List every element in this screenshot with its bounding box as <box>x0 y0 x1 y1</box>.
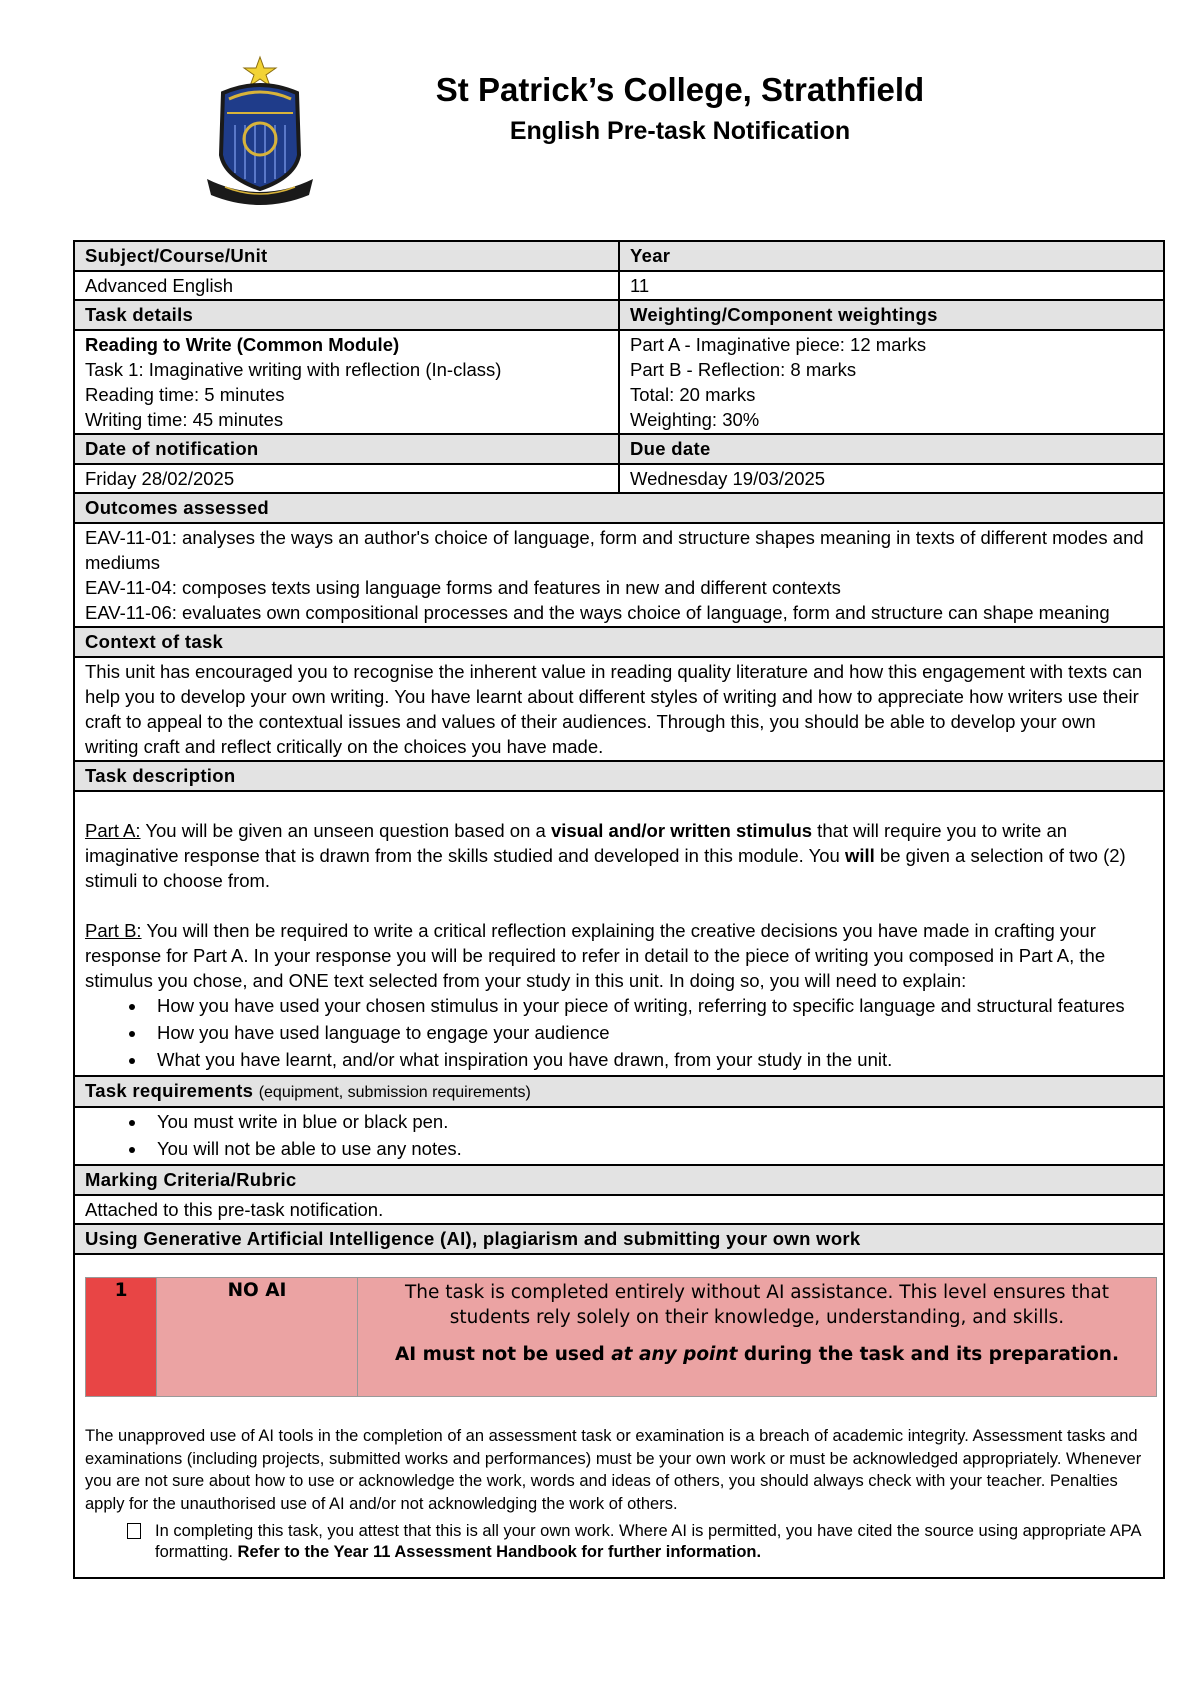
part-b-bullet-list <box>85 993 1153 1072</box>
outcome-item: EAV-11-04: composes texts using language forms and features in new and different contexts <box>85 577 841 598</box>
weighting-line: Part A - Imaginative piece: 12 marks <box>630 334 927 355</box>
part-a-text: that will require you to write an imaginative response that is drawn from the skills studied and developed in this module. You <box>85 820 1068 866</box>
list-item: • You will not be able to use any notes. <box>147 1136 1153 1161</box>
ai-warning-text: AI must not be used <box>394 1344 612 1365</box>
date-notification-header: Date of notification <box>74 434 619 464</box>
year-value: 11 <box>619 271 1164 300</box>
list-item: • You must write in blue or black pen. <box>147 1109 1153 1134</box>
ai-level-number: 1 <box>86 1278 157 1397</box>
list-item: • How you have used language to engage your audience <box>147 1020 1153 1045</box>
due-date-header: Due date <box>619 434 1164 464</box>
task-line: Reading time: 5 minutes <box>85 384 285 405</box>
attestation-checkbox[interactable] <box>127 1523 141 1539</box>
due-date-value: Wednesday 19/03/2025 <box>619 464 1164 493</box>
document-header <box>0 0 1200 230</box>
marking-text: Attached to this pre-task notification. <box>74 1195 1164 1224</box>
description-header: Task description <box>74 761 1164 791</box>
task-line: Task 1: Imaginative writing with reflection (In-class) <box>85 359 502 380</box>
requirements-list <box>85 1109 1153 1161</box>
college-crest-icon <box>205 55 315 205</box>
weighting-cell <box>619 330 1164 434</box>
part-a-emphasis: visual and/or written stimulus <box>550 820 813 841</box>
outcome-item: EAV-11-06: evaluates own compositional processes and the ways choice of language, form and structure can shape meaning <box>85 602 1110 623</box>
requirements-label: Task requirements <box>85 1080 254 1101</box>
marking-header: Marking Criteria/Rubric <box>74 1165 1164 1195</box>
date-notification-value: Friday 28/02/2025 <box>74 464 619 493</box>
part-a-text: be given a selection of two (2) stimuli to choose from. <box>85 845 1126 891</box>
attestation-text: In completing this task, you attest that this is all your own work. Where AI is permitted, you have cited the source using appropriate APA formatting. <box>155 1522 1141 1561</box>
subject-value: Advanced English <box>74 271 619 300</box>
ai-warning-text: during the task and its preparation. <box>737 1344 1119 1365</box>
ai-section <box>74 1254 1164 1578</box>
context-text: This unit has encouraged you to recognise the inherent value in reading quality literature and how this engagement with texts can help you to develop your own writing. You have learnt about different styles of writing and how to appreciate how writers use their craft to appeal to the contextual issues and values of their audiences. Through this, you should be able to develop your own writing craft and reflect critically on the choices you have made. <box>74 657 1164 761</box>
ai-description-text: The task is completed entirely without AI assistance. This level ensures that students rely solely on their knowledge, understanding, and skills. <box>405 1282 1109 1328</box>
requirements-header <box>74 1076 1164 1107</box>
requirements-cell <box>74 1107 1164 1165</box>
part-a-label: Part A: <box>85 820 141 841</box>
part-a-text: You will be given an unseen question based on a <box>140 820 551 841</box>
part-b-label: Part B: <box>85 920 142 941</box>
ai-level-label: NO AI <box>157 1278 358 1397</box>
list-item: • How you have used your chosen stimulus in your piece of writing, referring to specific language and structural features <box>147 993 1153 1018</box>
outcomes-cell <box>74 523 1164 627</box>
list-item: • What you have learnt, and/or what inspiration you have drawn, from your study in the unit. <box>147 1047 1153 1072</box>
year-header: Year <box>619 241 1164 271</box>
weighting-header: Weighting/Component weightings <box>619 300 1164 330</box>
part-a-emphasis: will <box>844 845 875 866</box>
outcomes-header: Outcomes assessed <box>74 493 1164 523</box>
requirements-sublabel: (equipment, submission requirements) <box>258 1084 531 1101</box>
part-a-paragraph <box>85 818 1153 893</box>
ai-warning-emphasis: at any point <box>611 1344 738 1365</box>
page-title: St Patrick’s College, Strathfield <box>435 71 925 108</box>
ai-level-table <box>85 1277 1157 1397</box>
ai-level-description <box>358 1278 1157 1397</box>
part-b-paragraph <box>85 918 1153 993</box>
subject-header: Subject/Course/Unit <box>74 241 619 271</box>
attestation <box>75 1515 1163 1567</box>
handbook-reference: Refer to the Year 11 Assessment Handbook for further information. <box>237 1543 762 1561</box>
task-details-cell <box>74 330 619 434</box>
ai-policy-text: The unapproved use of AI tools in the completion of an assessment task or examination is a breach of academic integrity. Assessment tasks and examinations (including projects, submitted works and performances) must be your own work or must be acknowledged appropriately. Whenever you are not sure about how to use or acknowledge the work, words and ideas of others, you should always check with your teacher. Penalties apply for the unauthorised use of AI and/or not acknowledging the work of others. <box>85 1427 1142 1513</box>
page-subtitle: English Pre-task Notification <box>509 117 851 145</box>
ai-warning <box>376 1342 1138 1367</box>
outcome-item: EAV-11-01: analyses the ways an author's choice of language, form and structure shapes meaning in texts of different modes and mediums <box>85 527 1144 573</box>
task-notification-table <box>73 240 1165 1579</box>
weighting-line: Part B - Reflection: 8 marks <box>630 359 857 380</box>
ai-header: Using Generative Artificial Intelligence (AI), plagiarism and submitting your own work <box>74 1224 1164 1254</box>
task-title: Reading to Write (Common Module) <box>85 334 400 355</box>
description-cell <box>74 791 1164 1076</box>
task-details-header: Task details <box>74 300 619 330</box>
context-header: Context of task <box>74 627 1164 657</box>
weighting-line: Total: 20 marks <box>630 384 756 405</box>
weighting-line: Weighting: 30% <box>630 409 760 430</box>
task-line: Writing time: 45 minutes <box>85 409 284 430</box>
part-b-text: You will then be required to write a critical reflection explaining the creative decisions you have made in crafting your response for Part A. In your response you will be required to refer in detail to the piece of writing you composed in Part A, the stimulus you chose, and ONE text selected from your study in this unit. In doing so, you will need to explain: <box>85 920 1106 991</box>
